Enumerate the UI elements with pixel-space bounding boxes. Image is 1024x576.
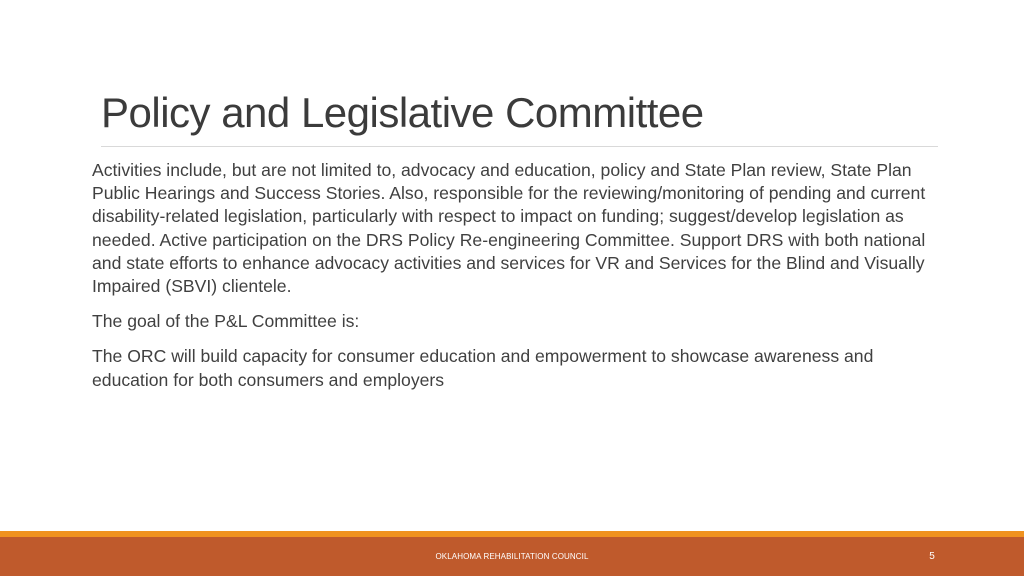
title-divider [101, 146, 938, 147]
activities-paragraph: Activities include, but are not limited to, advocacy and education, policy and State Plan review, State Plan Public Hearings and Success Stories. Also, responsible for the reviewing/monitoring of pending and current disability-related legislation, particularly with respect to impact on funding; suggest/develop legislation as needed. Active participation on the DRS Policy Re-engineering Committee. Support DRS with both national and state efforts to enhance advocacy activities and services for VR and Services for the Blind and Visually Impaired (SBVI) clientele. [92, 160, 926, 297]
goal-statement-paragraph: The ORC will build capacity for consumer education and empowerment to showcase awareness and education for both consumers and employers [92, 346, 874, 390]
footer-organization: OKLAHOMA REHABILITATION COUNCIL [435, 552, 589, 561]
goal-intro-paragraph: The goal of the P&L Committee is: [92, 311, 360, 332]
slide-body [92, 159, 952, 404]
page-number: 5 [929, 551, 935, 562]
slide-title: Policy and Legislative Committee [101, 89, 704, 136]
